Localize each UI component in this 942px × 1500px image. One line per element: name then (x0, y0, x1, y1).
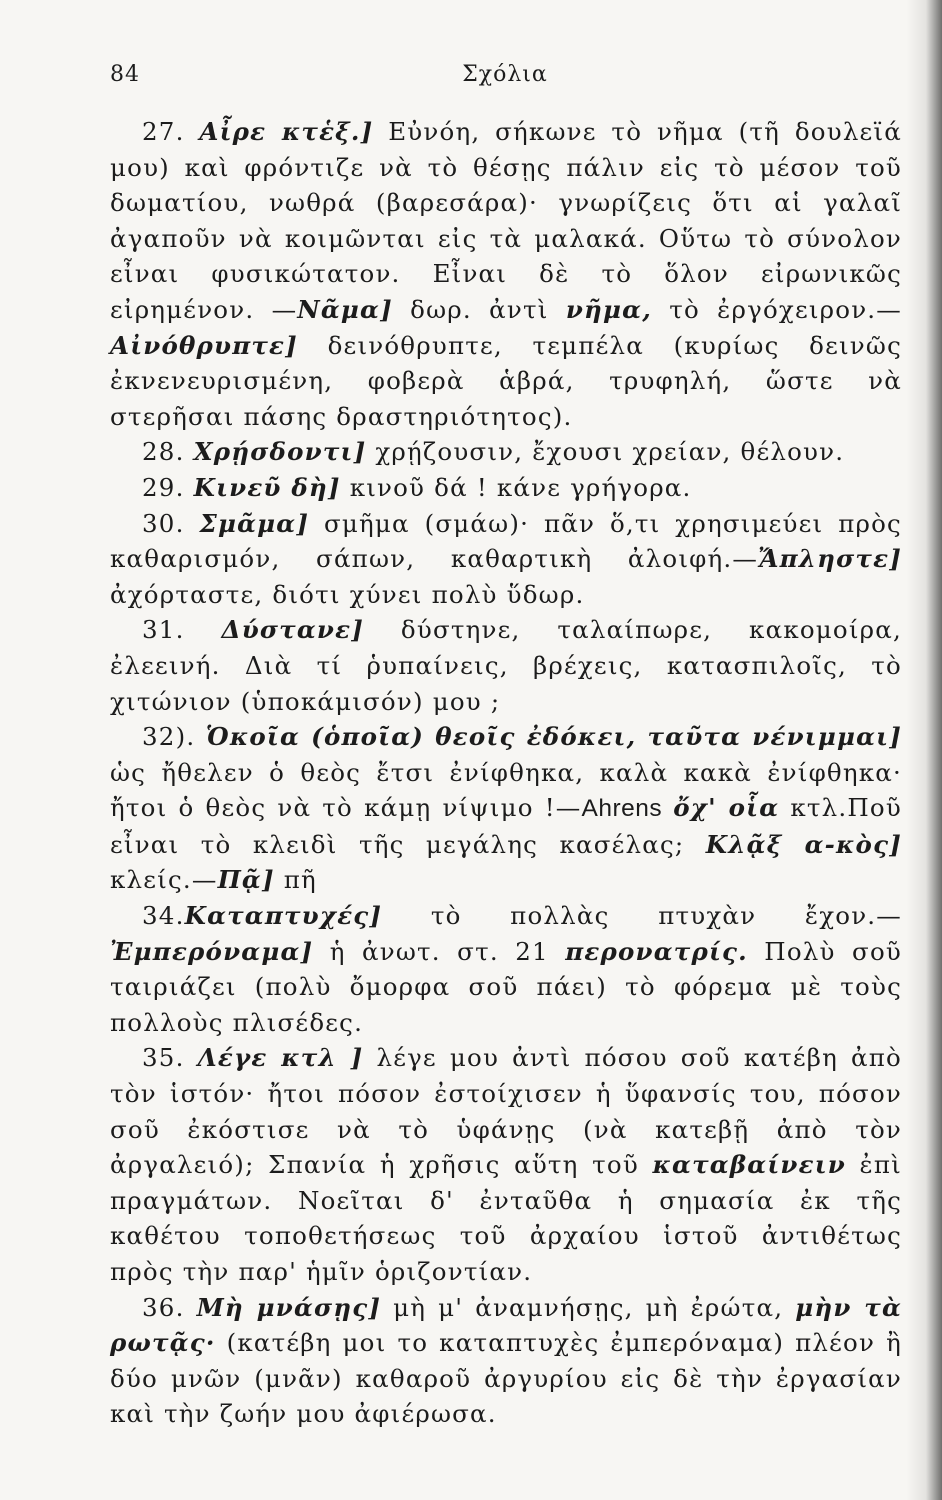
lemma: Λέγε κτλ ] (197, 1043, 364, 1073)
lemma: ὄχ' οἷα (673, 793, 780, 823)
lemma: Κινεῦ δὴ] (193, 472, 341, 502)
note-text: Εὐνόη, σήκωνε τὸ νῆμα (τῆ δουλεϊά μου) καὶ φρόντιζε νὰ τὸ θέσῃς πάλιν εἰς τὸ μέσον τοῦ δωματίου, νωθρά (βαρεσάρα)· γνωρίζεις ὅτι αἱ γαλαῖ ἀγαποῦν νὰ κοιμῶνται εἰς τὰ μαλακά. Οὕτω τὸ σύνολον εἶναι φυσικώτατον. Εἶναι δὲ τὸ ὅλον εἰρωνικῶς εἰρημένον. — (110, 117, 902, 324)
note-text (662, 793, 673, 822)
note-31 (110, 612, 902, 719)
note-text: κτλ.Ποῦ εἶναι τὸ κλειδὶ τῆς μεγάλης κασέλας; (110, 793, 902, 859)
note-text: μὴ μ' ἀναμνήσῃς, μὴ ἐρώτα, (381, 1292, 796, 1322)
author-name: Ahrens (581, 795, 663, 823)
note-35 (110, 1040, 902, 1289)
lemma: Ἄπληστε] (758, 544, 902, 574)
lemma: Καταπτυχές] (184, 901, 383, 931)
lemma: Χρῄσδοντι] (193, 437, 367, 467)
note-number: 36. (142, 1292, 185, 1322)
lemma: Αἶρε κτἑξ.] (199, 117, 374, 146)
note-number: 28. (142, 437, 185, 467)
page-edge-shadow (906, 0, 942, 1500)
note-text: κλείς.— (110, 865, 218, 895)
lemma: μὴν τὰ ρωτᾷς· (110, 1292, 902, 1358)
note-text: πῆ (274, 865, 317, 895)
note-number: 34. (142, 901, 185, 931)
note-text: κινοῦ δά ! κάνε γρήγορα. (340, 472, 692, 502)
note-text: Πολὺ σοῦ ταιριάζει (πολὺ ὄμορφα σοῦ πάει) τὸ φόρεμα μὲ τοὺς πολλοὺς πλισέδες. (110, 936, 902, 1037)
lemma: Κλᾷξ α-κὸς] (705, 829, 902, 859)
note-text: δύστηνε, ταλαίπωρε, κακομοίρα, ἐλεεινή. Διὰ τί ῥυπαίνεις, βρέχεις, κατασπιλοῖς, τὸ χιτώνιον (ὑποκάμισόν) μου ; (110, 615, 902, 716)
lemma: Νᾶμα] (297, 294, 393, 324)
lemma: καταβαίνειν (652, 1150, 846, 1180)
lemma: περονατρίς. (565, 936, 748, 966)
note-text: ἡ ἀνωτ. στ. 21 (313, 936, 566, 966)
note-text: χρῄζουσιν, ἔχουσι χρείαν, θέλουν. (366, 437, 845, 467)
note-text: ἀχόρταστε, διότι χύνει πολὺ ὕδωρ. (110, 579, 585, 609)
note-32 (110, 719, 902, 898)
note-text: τὸ πολλὰς πτυχὰν ἔχον.— (382, 901, 902, 931)
note-number: 29. (142, 472, 185, 502)
page-header (110, 62, 900, 92)
note-text: σμῆμα (σμάω)· πᾶν ὅ,τι χρησιμεύει πρὸς καθαρισμόν, σάπων, καθαρτικὴ ἀλοιφή.— (110, 508, 902, 574)
note-text: λέγε μου ἀντὶ πόσου σοῦ κατέβη ἀπὸ τὸν ἱστόν· ἤτοι πόσον ἐστοίχισεν ἡ ὕφανσίς του, πόσον σοῦ ἐκόστισε νὰ τὸ ὑφάνῃς (νὰ κατεβῇ ἀπὸ τὸν ἀργαλειό); Σπανία ἡ χρῆσις αὕτη τοῦ (110, 1043, 903, 1180)
lemma: Ὁκοῖα (ὁποῖα) θεοῖς ἐδόκει, ταῦτα νένιμμαι] (205, 722, 902, 752)
page-number: 84 (110, 62, 140, 87)
note-number: 31. (142, 615, 185, 645)
lemma: Σμᾶμα] (199, 508, 310, 538)
note-text: (κατέβη μοι το καταπτυχὲς ἐμπερόναμα) πλέον ἢ δύο μνῶν (μνᾶν) καθαροῦ ἀργυρίου εἰς δὲ τὴν ἐργασίαν καὶ τὴν ζωήν μου ἀφιέρωσα. (110, 1328, 902, 1429)
lemma: Πᾷ] (217, 865, 275, 895)
note-28 (110, 434, 902, 470)
lemma: Μὴ μνάσῃς] (196, 1292, 382, 1322)
note-36 (110, 1290, 902, 1432)
note-27 (110, 114, 902, 434)
note-text: δεινόθρυπτε, τεμπέλα (κυρίως δεινῶς ἐκνενευρισμένη, φοβερὰ ἁβρά, τρυφηλή, ὥστε νὰ στερῆσαι πάσης δραστηριότητος). (110, 330, 902, 431)
note-text: τὸ ἐργόχειρον.— (651, 294, 902, 324)
note-number: 27. (142, 117, 185, 146)
note-text: δωρ. ἀντὶ (392, 294, 566, 324)
commentary-body (110, 114, 902, 1432)
note-29 (110, 470, 902, 506)
note-number: 30. (142, 508, 185, 538)
note-text: ἐπὶ πραγμάτων. Νοεῖται δ' ἐνταῦθα ἡ σημασία ἐκ τῆς καθέτου τοποθετήσεως τοῦ ἀρχαίου ἱστοῦ ἀντιθέτως πρὸς τὴν παρ' ἡμῖν ὁριζοντίαν. (110, 1150, 902, 1286)
note-number: 32). (142, 722, 196, 752)
lemma: Δύστανε] (221, 615, 364, 645)
note-30 (110, 506, 902, 613)
note-34 (110, 898, 902, 1040)
note-text: ὡς ἤθελεν ὁ θεὸς ἔτσι ἐνίφθηκα, καλὰ κακὰ ἐνίφθηκα· ἤτοι ὁ θεὸς νὰ τὸ κάμῃ νίψιμο !— (110, 757, 902, 823)
lemma: νῆμα, (565, 294, 652, 324)
lemma: Αἰνόθρυπτε] (110, 330, 298, 360)
lemma: Ἐμπερόναμα] (110, 936, 314, 966)
note-number: 35. (142, 1043, 185, 1073)
running-title: Σχόλια (462, 62, 548, 87)
